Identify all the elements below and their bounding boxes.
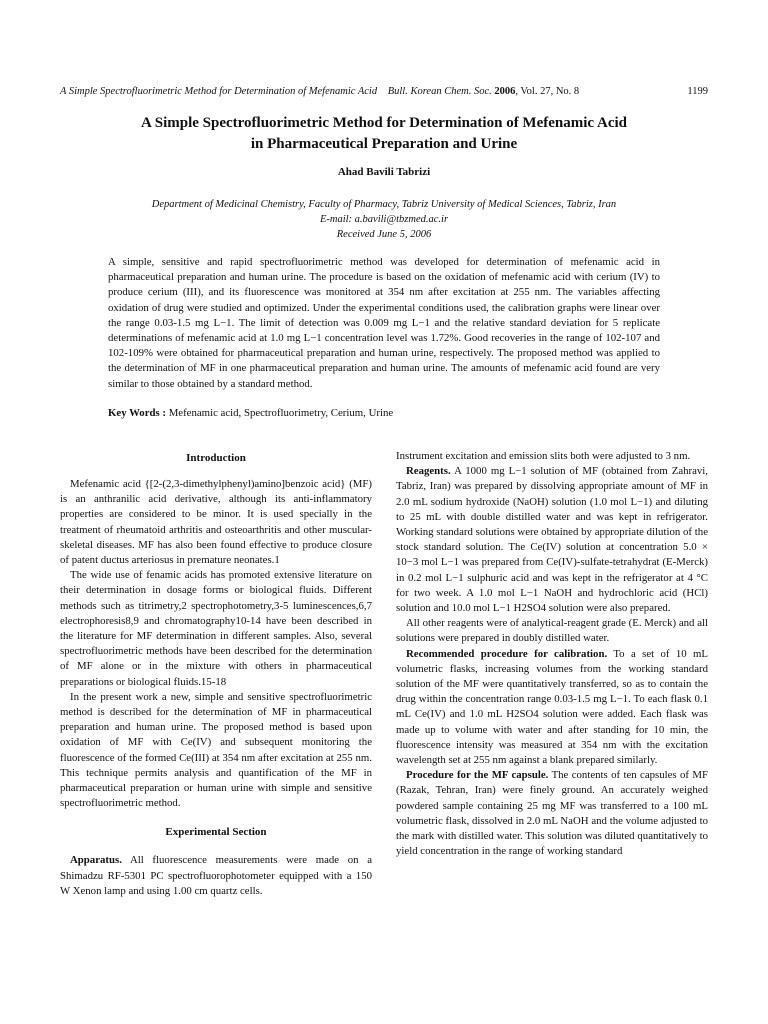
calibration-text: To a set of 10 mL volumetric flasks, increasing volumes from the working standard solution of the MF were quantitatively transferred, so as to contain the drug within the concentration range 0.03-1.5 mg L−1. To each flask 0.1 mL Ce(IV) and 1.0 mL H2SO4 solution were added. Each flask was made up to volume with water and after standing for 10 min, the fluorescence intensity was measured at 354 nm with the excitation wavelength set at 255 nm against a blank prepared similarly. bbox=[396, 647, 709, 767]
intro-paragraph-1: Mefenamic acid {[2-(2,3-dimethylphenyl)amino]benzoic acid} (MF) is an anthranilic acid derivative, although its anti-inflammatory properties are considered to be minor. It is used specially in the treatment of rheumatoid arthritis and osteoarthritis and other muscular-skeletal diseases. MF has also been found effective to produce closure of patent ductus arteriosus in premature neonates.1 bbox=[60, 478, 372, 567]
affiliation-dept: Department of Medicinal Chemistry, Faculty of Pharmacy, Tabriz University of Medical Sciences, Tabriz, Iran bbox=[151, 199, 617, 210]
running-header bbox=[60, 86, 708, 97]
right-column bbox=[396, 449, 708, 859]
page-number: 1199 bbox=[687, 86, 708, 97]
reagents-run-in: Reagents. bbox=[406, 465, 451, 478]
capsule-paragraph bbox=[396, 768, 708, 859]
journal-volume: , Vol. 27, No. 8 bbox=[515, 86, 580, 97]
section-heading-introduction: Introduction bbox=[186, 452, 246, 464]
reagents-text: A 1000 mg L−1 solution of MF (obtained from Zahravi, Tabriz, Iran) was prepared by dissolving appropriate amount of MF in 2.0 mL sodium hydroxide (NaOH) solution (1.0 mol L−1) and diluting to 25 mL with double distilled water and was kept in refrigerator. Working standard solutions were obtained by appropriate dilution of the stock standard solution. The Ce(IV) solution at concentration 5.0 × 10−3 mol L−1 was prepared from Ce(IV)-sulfate-tetrahydrat (E-Merck) in 0.2 mol L−1 sulphuric acid and was kept in the refrigerator at 4 °C for two week. A 1.0 mol L−1 NaOH and hydrochloric acid (HCl) solution and 10.0 mol L−1 H2SO4 solution were also prepared. bbox=[396, 465, 708, 615]
calibration-run-in: Recommended procedure for calibration. bbox=[406, 647, 608, 660]
reagents-paragraph bbox=[396, 464, 708, 616]
reagents-grade-paragraph: All other reagents were of analytical-reagent grade (E. Merck) and all solutions were prepared in doubly distilled water. bbox=[396, 617, 708, 645]
journal-name: Bull. Korean Chem. Soc. bbox=[387, 86, 492, 97]
title-line-2: in Pharmaceutical Preparation and Urine bbox=[250, 136, 518, 152]
paper-title bbox=[60, 113, 708, 155]
intro-paragraph-2: The wide use of fenamic acids has promoted extensive literature on their determination in dosage forms or biological fluids. Different methods such as titrimetry,2 spectrophotometry,3-5 luminescences,6,7 electrophoresis8,9 and chromatography10-14 have been described in the literature for MF determination in different samples. Also, several spectrofluorimetric methods have been described for the determination of MF alone or in the mixture with others in pharmaceutical preparations or biological fluids.15-18 bbox=[60, 569, 372, 688]
journal-year: 2006 bbox=[494, 86, 516, 97]
received-date: Received June 5, 2006 bbox=[336, 229, 432, 240]
title-line-1: A Simple Spectrofluorimetric Method for Determination of Mefenamic Acid bbox=[140, 115, 627, 131]
calibration-paragraph bbox=[396, 647, 708, 769]
affiliation-email: E-mail: a.bavili@tbzmed.ac.ir bbox=[319, 214, 449, 225]
author-name: Ahad Bavili Tabrizi bbox=[337, 166, 431, 178]
section-heading-experimental: Experimental Section bbox=[165, 826, 267, 839]
apparatus-text: All fluorescence measurements were made on a Shimadzu RF-5301 PC spectrofluorophotometer equipped with a 150 W Xenon lamp and using 1.00 cm quartz cells. bbox=[60, 854, 372, 897]
keywords-text: Mefenamic acid, Spectrofluorimetry, Cerium, Urine bbox=[166, 407, 394, 419]
abstract: A simple, sensitive and rapid spectrofluorimetric method was developed for determination of mefenamic acid in pharmaceutical preparation and human urine. The procedure is based on the oxidation of mefenamic acid with cerium (IV) to produce cerium (III), and its fluorescence was monitored at 354 nm after excitation at 255 nm. The variables affecting oxidation of drug were studied and optimized. Under the experimental conditions used, the calibration graphs were linear over the range 0.03-1.5 mg L−1. The limit of detection was 0.009 mg L−1 and the relative standard deviation for 5 replicate determinations of mefenamic acid at 1.0 mg L−1 concentration level was 1.72%. Good recoveries in the range of 102-107 and 102-109% were obtained for pharmaceutical preparation and human urine, respectively. The proposed method was applied to the determination of MF in one pharmaceutical preparation and human urine. The amounts of mefenamic acid found are very similar to those obtained by a standard method. bbox=[108, 256, 660, 390]
keywords bbox=[108, 407, 660, 419]
apparatus-run-in: Apparatus. bbox=[70, 854, 122, 867]
capsule-run-in: Procedure for the MF capsule. bbox=[406, 769, 549, 782]
apparatus-paragraph bbox=[60, 853, 372, 899]
keywords-label: Key Words : bbox=[108, 407, 166, 419]
running-title: A Simple Spectrofluorimetric Method for Determination of Mefenamic Acid bbox=[60, 86, 378, 97]
slits-paragraph: Instrument excitation and emission slits both were adjusted to 3 nm. bbox=[396, 450, 691, 462]
intro-paragraph-3: In the present work a new, simple and sensitive spectrofluorimetric method is described for the determination of MF in pharmaceutical preparation and human urine. The proposed method is based upon oxidation of MF with Ce(IV) and subsequent monitoring the fluorescence of the formed Ce(III) at 354 nm after excitation at 255 nm. This technique permits analysis and quantification of the MF in pharmaceutical preparation or human urine with simple and sensitive spectrofluorimetric method. bbox=[60, 690, 372, 810]
capsule-text: The contents of ten capsules of MF (Razak, Tehran, Iran) were finely ground. An accurately weighed powdered sample containing 25 mg MF was transferred to a 100 mL volumetric flask, dissolved in 2.0 mL NaOH and the volume adjusted to the mark with distilled water. This solution was diluted quantitatively to yield concentration in the range of working standard bbox=[396, 769, 708, 858]
affiliation-block bbox=[60, 197, 708, 242]
left-column bbox=[60, 450, 372, 899]
